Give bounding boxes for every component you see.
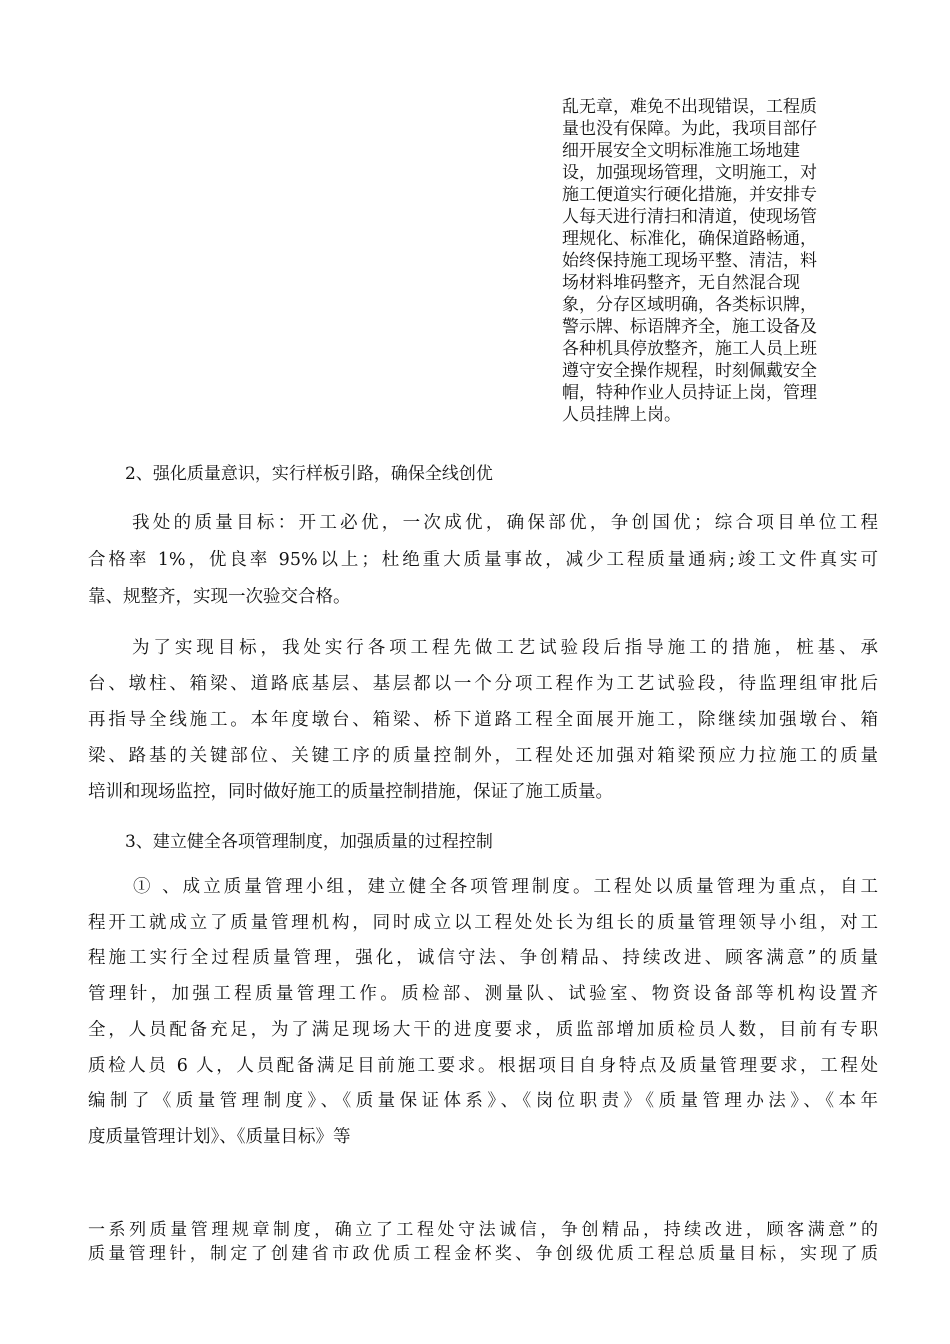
side-text-line: 细开展安全文明标准施工场地建 bbox=[562, 141, 800, 161]
side-text-line: 设，加强现场管理，文明施工，对 bbox=[562, 163, 817, 183]
paragraph-line: 梁、路基的关键部位、关键工序的质量控制外，工程处还加强对箱梁预应力拉施工的质量 bbox=[88, 746, 878, 766]
paragraph-line: 管理针，加强工程质量管理工作。质检部、测量队、试验室、物资设备部等机构设置齐 bbox=[88, 984, 878, 1005]
continuation-paragraph bbox=[88, 1218, 878, 1266]
side-text-line: 象，分存区域明确，各类标识牌， bbox=[562, 295, 817, 315]
paragraph-line: 合格率 1%，优良率 95%以上；杜绝重大质量事故，减少工程质量通病;竣工文件真实可 bbox=[88, 550, 878, 570]
side-text-line: 人每天进行清扫和清道，使现场管 bbox=[562, 207, 817, 227]
paragraph-line: 靠、规整齐，实现一次验交合格。 bbox=[88, 587, 351, 607]
paragraph-line: 编制了《质量管理制度》、《质量保证体系》、《岗位职责》《质量管理办法》、《本年 bbox=[88, 1091, 878, 1112]
paragraph-line: 为了实现目标，我处实行各项工程先做工艺试验段后指导施工的措施，桩基、承 bbox=[132, 638, 878, 658]
paragraph-line: 程开工就成立了质量管理机构，同时成立以工程处处长为组长的质量管理领导小组，对工 bbox=[88, 912, 878, 933]
paragraph-line: 再指导全线施工。本年度墩台、箱梁、桥下道路工程全面展开施工，除继续加强墩台、箱 bbox=[88, 710, 878, 730]
paragraph-line: 全，人员配备充足，为了满足现场大干的进度要求，质监部增加质检员人数，目前有专职 bbox=[88, 1019, 878, 1040]
side-text-line: 警示牌、标语牌齐全，施工设备及 bbox=[562, 317, 817, 337]
section-3-heading: 3、建立健全各项管理制度，加强质量的过程控制 bbox=[125, 832, 493, 852]
paragraph-line: ① 、成立质量管理小组，建立健全各项管理制度。工程处以质量管理为重点，自工 bbox=[133, 877, 878, 897]
paragraph-line: 台、墩柱、箱梁、道路底基层、基层都以一个分项工程作为工艺试验段，待监理组审批后 bbox=[88, 674, 878, 694]
side-text-line: 施工便道实行硬化措施，并安排专 bbox=[562, 185, 817, 205]
side-text-line: 乱无章，难免不出现错误，工程质 bbox=[562, 97, 817, 117]
side-text-line: 帽，特种作业人员持证上岗，管理 bbox=[562, 383, 817, 403]
quality-goal-paragraph bbox=[88, 505, 878, 616]
paragraph-line: 程施工实行全过程质量管理，强化，诚信守法、争创精品、持续改进、顾客满意”的质量 bbox=[88, 948, 878, 969]
paragraph-line: 质检人员 6 人，人员配备满足目前施工要求。根据项目自身特点及质量管理要求，工程处 bbox=[88, 1055, 878, 1076]
side-text-line: 场材料堆码整齐，无自然混合现 bbox=[562, 273, 800, 293]
paragraph-line: 我处的质量目标：开工必优，一次成优，确保部优，争创国优；综合项目单位工程 bbox=[132, 513, 878, 533]
side-text-line: 理规化、标准化，确保道路畅通， bbox=[562, 229, 817, 249]
side-text-line: 量也没有保障。为此，我项目部仔 bbox=[562, 119, 817, 139]
side-text-line: 遵守安全操作规程，时刻佩戴安全 bbox=[562, 361, 817, 381]
side-text-line: 人员挂牌上岗。 bbox=[562, 405, 681, 425]
side-text-column bbox=[562, 96, 878, 426]
management-system-paragraph bbox=[88, 870, 878, 1156]
section-2-heading: 2、强化质量意识，实行样板引路，确保全线创优 bbox=[125, 464, 493, 484]
paragraph-line: 一系列质量管理规章制度，确立了工程处守法诚信，争创精品，持续改进，顾客满意”的 bbox=[88, 1220, 878, 1240]
side-text-line: 始终保持施工现场平整、清洁，料 bbox=[562, 251, 817, 271]
paragraph-line: 质量管理针，制定了创建省市政优质工程金杯奖、争创级优质工程总质量目标，实现了质 bbox=[88, 1244, 878, 1264]
sample-section-paragraph bbox=[88, 630, 878, 810]
side-text-line: 各种机具停放整齐，施工人员上班 bbox=[562, 339, 817, 359]
paragraph-line: 培训和现场监控，同时做好施工的质量控制措施，保证了施工质量。 bbox=[88, 782, 613, 802]
paragraph-line: 度质量管理计划》、《质量目标》等 bbox=[88, 1126, 351, 1147]
